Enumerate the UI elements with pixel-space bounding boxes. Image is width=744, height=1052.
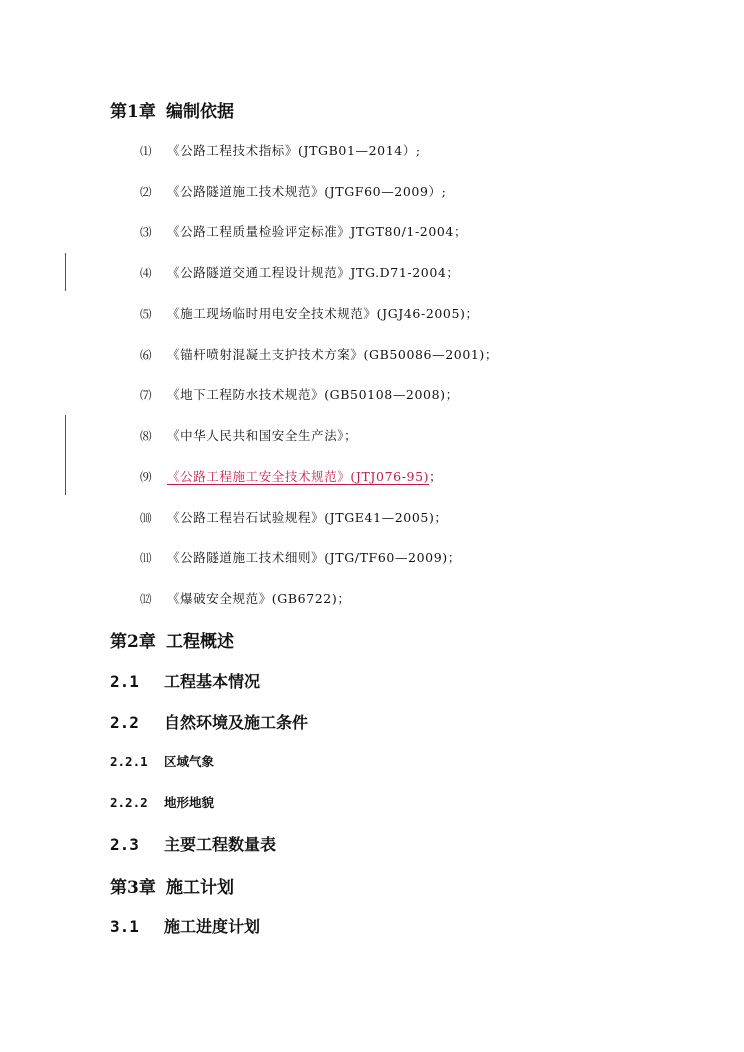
reference-number: ⑶	[140, 225, 153, 239]
section-number: 3.1	[110, 917, 139, 936]
chapter-number: 第1章	[110, 102, 156, 122]
reference-number: ⑽	[140, 511, 153, 525]
section-number: 2.3	[110, 835, 139, 854]
chapter-number: 第3章	[110, 878, 156, 898]
reference-item	[140, 141, 421, 159]
section-heading	[110, 669, 260, 692]
reference-item	[140, 345, 498, 363]
reference-number: ⑷	[140, 266, 153, 280]
section-number: 2.2	[110, 713, 139, 732]
reference-text: 《公路隧道交通工程设计规范》JTG.D71-2004；	[167, 265, 460, 280]
subsection-title: 地形地貌	[164, 795, 215, 810]
chapter-heading	[110, 97, 234, 122]
reference-item	[140, 589, 350, 607]
section-heading	[110, 832, 276, 855]
subsection-heading	[110, 793, 214, 811]
subsection-heading	[110, 752, 214, 770]
chapter-title: 工程概述	[166, 632, 234, 652]
reference-item	[140, 548, 461, 566]
reference-item-revised	[140, 467, 442, 485]
chapter-title: 编制依据	[166, 102, 234, 122]
subsection-title: 区域气象	[164, 754, 215, 769]
section-heading	[110, 914, 260, 937]
chapter-title: 施工计划	[166, 878, 234, 898]
reference-number: ⑺	[140, 388, 153, 402]
reference-item	[140, 263, 460, 281]
reference-number: ⑾	[140, 551, 153, 565]
reference-item	[140, 508, 448, 526]
reference-text: 《地下工程防水技术规范》(GB50108—2008)；	[167, 387, 459, 402]
reference-text: 《锚杆喷射混凝土支护技术方案》(GB50086—2001)；	[167, 347, 499, 362]
reference-number: ⑿	[140, 592, 153, 606]
reference-item	[140, 385, 459, 403]
reference-text-revised: 《公路工程施工安全技术规范》(JTJ076-95)	[167, 469, 430, 484]
reference-text: 《中华人民共和国安全生产法》；	[167, 428, 358, 443]
reference-item	[140, 182, 446, 200]
change-bar	[65, 253, 66, 291]
reference-item	[140, 304, 479, 322]
reference-number: ⑼	[140, 470, 153, 484]
reference-item	[140, 222, 467, 240]
reference-text: 《公路隧道施工技术细则》(JTG/TF60—2009)；	[167, 550, 461, 565]
change-bar	[65, 415, 66, 495]
subsection-number: 2.2.2	[110, 795, 148, 810]
reference-number: ⑵	[140, 185, 153, 199]
reference-number: ⑴	[140, 144, 153, 158]
reference-text: 《施工现场临时用电安全技术规范》(JGJ46-2005)；	[167, 306, 479, 321]
section-heading	[110, 710, 308, 733]
chapter-heading	[110, 873, 234, 898]
reference-text: 《公路隧道施工技术规范》(JTGF60—2009）;	[167, 184, 447, 199]
reference-item	[140, 426, 357, 444]
subsection-number: 2.2.1	[110, 754, 148, 769]
section-title: 自然环境及施工条件	[164, 713, 309, 732]
section-title: 工程基本情况	[164, 672, 261, 691]
reference-number: ⑸	[140, 307, 153, 321]
reference-text: 《公路工程质量检验评定标准》JTGT80/1-2004；	[167, 224, 468, 239]
section-number: 2.1	[110, 672, 139, 691]
reference-number: ⑹	[140, 348, 153, 362]
reference-text: 《爆破安全规范》(GB6722)；	[167, 591, 351, 606]
section-title: 施工进度计划	[164, 917, 261, 936]
chapter-number: 第2章	[110, 632, 156, 652]
chapter-heading	[110, 627, 234, 652]
reference-tail: ；	[429, 469, 443, 484]
reference-number: ⑻	[140, 429, 153, 443]
section-title: 主要工程数量表	[164, 835, 277, 854]
reference-text: 《公路工程技术指标》(JTGB01—2014）;	[167, 143, 421, 158]
reference-text: 《公路工程岩石试验规程》(JTGE41—2005)；	[167, 510, 448, 525]
